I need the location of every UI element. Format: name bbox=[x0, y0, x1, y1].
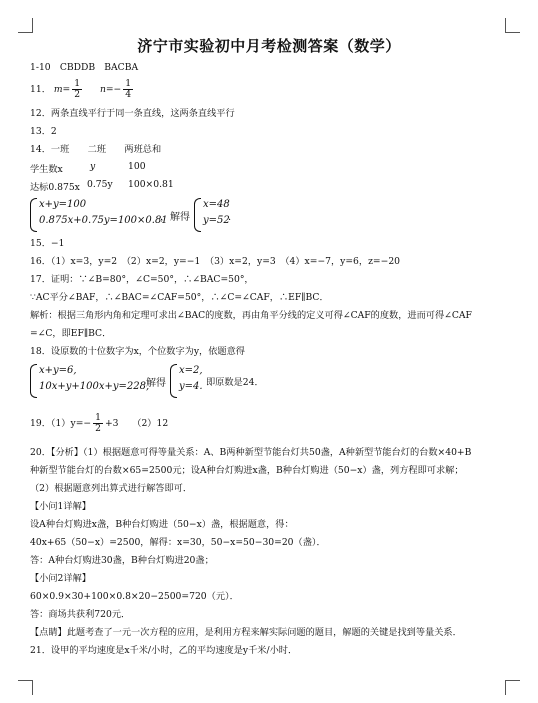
crop-mark-bottom-left bbox=[18, 680, 33, 695]
q14-sol1: x=48 bbox=[203, 199, 230, 210]
q18-brace bbox=[30, 364, 37, 398]
answer-17-line1: 17．证明：∵∠B=80°，∠C=50°，∴∠BAC=50°， bbox=[30, 274, 254, 285]
q11-label: 11． bbox=[30, 84, 51, 95]
q19-denominator: 2 bbox=[95, 423, 101, 434]
answer-13: 13．2 bbox=[30, 126, 57, 137]
q11-n: n=− bbox=[99, 84, 122, 95]
q18-result: 即原数是24． bbox=[206, 377, 264, 388]
page-title: 济宁市实验初中月考检测答案（数学） bbox=[137, 37, 401, 55]
crop-mark-bottom-right bbox=[505, 680, 520, 695]
q14-solution-brace bbox=[194, 198, 201, 232]
q11-m-numerator: 1 bbox=[74, 78, 81, 89]
q14-row2-col3: 100×0.81 bbox=[128, 179, 174, 190]
answer-20-subq1-heading: 【小问1详解】 bbox=[30, 501, 91, 512]
answer-21: 21．设甲的平均速度是x千米/小时，乙的平均速度是y千米/小时． bbox=[30, 645, 298, 656]
q14-solve-text: ，解得 bbox=[160, 212, 190, 223]
answer-20-line9: 60×0.9×30+100×0.8×20−2500=720（元）． bbox=[30, 591, 239, 602]
q14-eq2: 0.875x+0.75y=100×0.81 bbox=[39, 215, 168, 226]
answer-11 bbox=[30, 78, 135, 102]
q14-row2-col1: 达标0.875x bbox=[30, 182, 80, 193]
answer-20-subq2-heading: 【小问2详解】 bbox=[30, 573, 91, 584]
q19-fraction bbox=[93, 413, 103, 434]
q19-prefix: 19．（1）y=− bbox=[30, 418, 92, 429]
q14-sol2: y=52 bbox=[203, 215, 230, 226]
q11-m-denominator: 2 bbox=[74, 89, 81, 100]
answer-20-line7: 答：A种台灯购进30盏，B种台灯购进20盏； bbox=[30, 555, 214, 566]
answer-20-line5: 设A种台灯购进x盏，B种台灯购进（50−x）盏，根据题意，得： bbox=[30, 519, 294, 530]
answer-20-line1: 20．【分析】（1）根据题意可得等量关系：A、B两种新型节能台灯共50盏，A种新型节能台灯的台数×40+B bbox=[30, 447, 472, 458]
q18-eq1: x+y=6, bbox=[39, 365, 77, 376]
answer-14-header: 14．一班 二班 两班总和 bbox=[30, 144, 162, 155]
q11-m: m= bbox=[53, 84, 71, 95]
q14-brace bbox=[30, 198, 37, 232]
answer-17-line2: ∵AC平分∠BAF，∴∠BAC=∠CAF=50°，∴∠C=∠CAF，∴EF∥BC． bbox=[30, 292, 329, 303]
answer-19 bbox=[30, 412, 168, 436]
q11-n-numerator: 1 bbox=[125, 78, 132, 89]
q14-row1-col1: 学生数x bbox=[30, 164, 63, 175]
q14-row1-col3: 100 bbox=[128, 161, 146, 172]
answer-15: 15．−1 bbox=[30, 238, 65, 249]
q14-row2-col2: 0.75y bbox=[87, 179, 113, 190]
q18-eq2: 10x+y+100x+y=228, bbox=[39, 381, 150, 392]
q18-sol2: y=4. bbox=[179, 381, 203, 392]
crop-mark-top-left bbox=[18, 18, 33, 33]
q18-solution-brace bbox=[170, 364, 177, 398]
q18-solution-system bbox=[170, 364, 210, 398]
answer-20-line10: 答：商场共获利720元． bbox=[30, 609, 131, 620]
q14-solution-system bbox=[194, 198, 254, 232]
q11-n-denominator: 4 bbox=[125, 89, 132, 100]
q14-eq1: x+y=100 bbox=[39, 199, 87, 210]
answer-20-comment: 【点睛】此题考查了一元一次方程的应用，是利用方程来解实际问题的题目，解题的关键是找到等量关系． bbox=[30, 627, 462, 638]
answer-20-line2: 种新型节能台灯的台数×65=2500元；设A种台灯购进x盏，B种台灯购进（50−x）盏，列方程即可求解； bbox=[30, 465, 464, 476]
q18-equation-system bbox=[30, 364, 190, 398]
answer-16: 16．（1）x=3，y=2 （2）x=2，y=−1 （3）x=2，y=3 （4）x=−7，y=6，z=−20 bbox=[30, 256, 401, 267]
answer-20-line6: 40x+65（50−x）=2500，解得：x=30，50−x=50−30=20（盏）． bbox=[30, 537, 326, 548]
answer-20-line3: （2）根据题意列出算式进行解答即可． bbox=[30, 483, 193, 494]
answer-12: 12．两条直线平行于同一条直线，这两条直线平行 bbox=[30, 108, 235, 119]
q14-row1-col2: y bbox=[90, 161, 96, 172]
q18-solve-text: 解得 bbox=[146, 378, 166, 389]
q11-m-fraction bbox=[72, 79, 82, 100]
q19-rest: +3 （2）12 bbox=[104, 418, 169, 429]
q11-n-fraction bbox=[123, 79, 133, 100]
q18-sol1: x=2, bbox=[179, 365, 203, 376]
answer-1-10: 1-10 CBDDB BACBA bbox=[30, 62, 139, 73]
answer-17-line3: 解析：根据三角形内角和定理可求出∠BAC的度数，再由角平分线的定义可得∠CAF的度数，进而可得∠CAF bbox=[30, 310, 472, 321]
answer-18-line1: 18．设原数的十位数字为x，个位数字为y，依题意得 bbox=[30, 346, 245, 357]
q19-numerator: 1 bbox=[95, 412, 101, 423]
answer-17-line4: =∠C，即EF∥BC． bbox=[30, 328, 112, 339]
crop-mark-top-right bbox=[505, 18, 520, 33]
q14-end: ． bbox=[228, 212, 238, 223]
